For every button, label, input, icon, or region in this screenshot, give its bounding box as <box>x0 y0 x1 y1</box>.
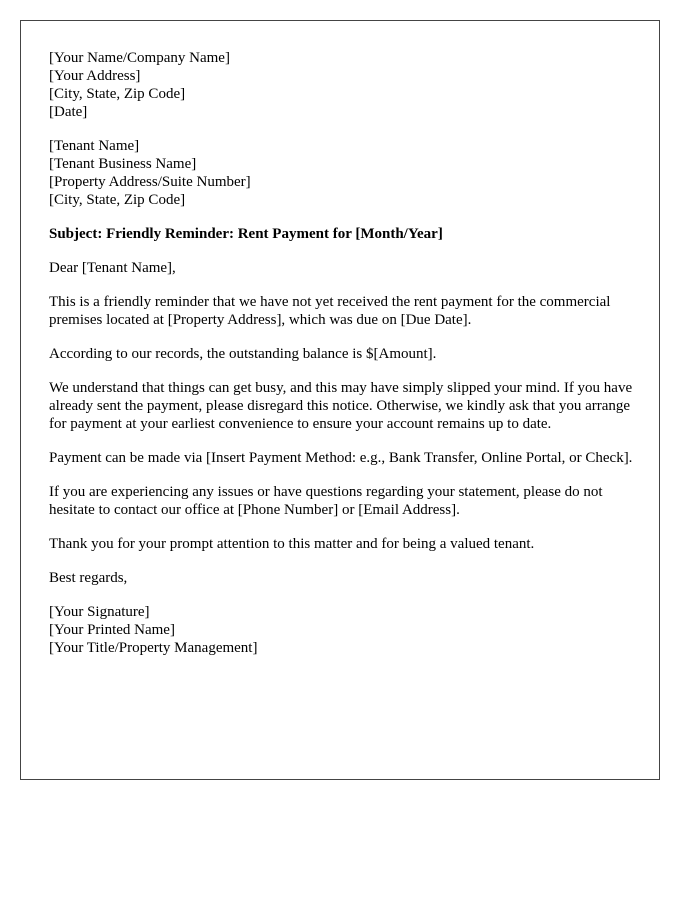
sender-name: [Your Name/Company Name] <box>49 50 230 66</box>
signature-block <box>49 603 633 657</box>
recipient-business: [Tenant Business Name] <box>49 156 197 172</box>
body-paragraph-4: Payment can be made via [Insert Payment Method: e.g., Bank Transfer, Online Portal, or Check]. <box>49 450 633 466</box>
letter-page <box>20 20 660 780</box>
signature-placeholder: [Your Signature] <box>49 604 150 620</box>
sender-address: [Your Address] <box>49 68 141 84</box>
recipient-city: [City, State, Zip Code] <box>49 192 186 208</box>
recipient-property: [Property Address/Suite Number] <box>49 174 251 190</box>
letter-date: [Date] <box>49 104 88 120</box>
sender-block <box>49 49 633 121</box>
recipient-name: [Tenant Name] <box>49 138 140 154</box>
body-paragraph-5: If you are experiencing any issues or have questions regarding your statement, please do not hesitate to contact our office at [Phone Number] or [Email Address]. <box>49 484 603 518</box>
letter-content <box>49 49 633 673</box>
signer-title: [Your Title/Property Management] <box>49 640 258 656</box>
printed-name: [Your Printed Name] <box>49 622 175 638</box>
body-paragraph-3: We understand that things can get busy, and this may have simply slipped your mind. If you have already sent the payment, please disregard this notice. Otherwise, we kindly ask that you arrange for payment at your earliest convenience to ensure your account remains up to date. <box>49 380 633 432</box>
recipient-block <box>49 137 633 209</box>
body-paragraph-2: According to our records, the outstanding balance is $[Amount]. <box>49 346 437 362</box>
greeting: Dear [Tenant Name], <box>49 260 176 276</box>
body-paragraph-1: This is a friendly reminder that we have not yet received the rent payment for the commercial premises located at [Property Address], which was due on [Due Date]. <box>49 294 611 328</box>
subject-line: Subject: Friendly Reminder: Rent Payment for [Month/Year] <box>49 226 443 242</box>
body-paragraph-6: Thank you for your prompt attention to this matter and for being a valued tenant. <box>49 536 535 552</box>
sender-city: [City, State, Zip Code] <box>49 86 186 102</box>
closing: Best regards, <box>49 570 128 586</box>
